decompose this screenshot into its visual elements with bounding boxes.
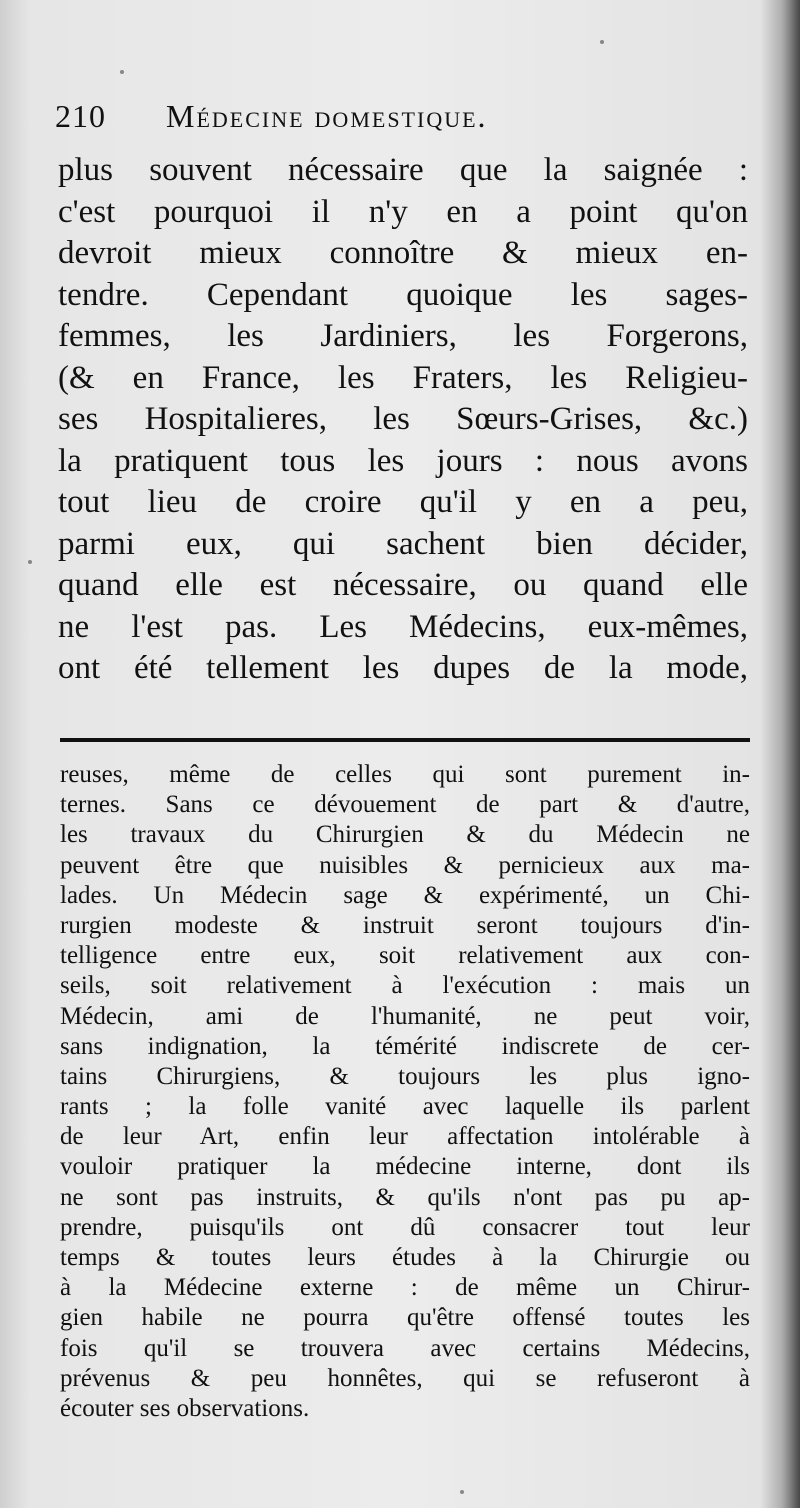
footnote-line: prévenus & peu honnêtes, qui se refuseront à: [60, 1364, 750, 1392]
paper-speck: [460, 1490, 464, 1494]
footnote-line: vouloir pratiquer la médecine interne, dont ils: [60, 1153, 750, 1181]
footnote-line: tains Chirurgiens, & toujours les plus igno-: [60, 1062, 750, 1090]
text-line: ne l'est pas. Les Médecins, eux-mêmes,: [58, 608, 748, 645]
footnote-line: Médecin, ami de l'humanité, ne peut voir,: [60, 1002, 750, 1030]
footnote-line: fois qu'il se trouvera avec certains Médecins,: [60, 1334, 750, 1362]
text-line: tout lieu de croire qu'il y en a peu,: [58, 484, 748, 520]
footnote-line: de leur Art, enfin leur affectation intolérable à: [60, 1123, 750, 1151]
footnote-line: écouter ses observations.: [60, 1394, 310, 1422]
text-line: ses Hospitalieres, les Sœurs-Grises, &c.): [58, 401, 748, 437]
text-line: la pratiquent tous les jours : nous avons: [58, 442, 748, 479]
text-line: femmes, les Jardiniers, les Forgerons,: [58, 318, 748, 354]
footnote-line: reuses, même de celles qui sont purement in-: [60, 761, 750, 788]
footnote-line: gien habile ne pourra qu'être offensé toutes les: [60, 1304, 750, 1332]
running-head: Médecine domestique.: [166, 98, 488, 134]
page-number: 210: [55, 98, 106, 134]
footnote-line: peuvent être que nuisibles & pernicieux aux ma-: [60, 851, 750, 879]
text-line: quand elle est nécessaire, ou quand elle: [58, 567, 748, 603]
text-line: (& en France, les Fraters, les Religieu-: [58, 359, 748, 396]
footnote-line: temps & toutes leurs études à la Chirurgie ou: [60, 1244, 750, 1271]
paper-speck: [120, 70, 124, 74]
footnote-line: telligence entre eux, soit relativement aux con-: [60, 942, 750, 970]
footnote-line: les travaux du Chirurgien & du Médecin ne: [60, 821, 750, 849]
text-line: tendre. Cependant quoique les sages-: [58, 276, 748, 313]
footnote-line: sans indignation, la témérité indiscrete de cer-: [60, 1032, 750, 1060]
paper-speck: [28, 560, 32, 564]
footnote-line: ne sont pas instruits, & qu'ils n'ont pas pu ap-: [60, 1183, 750, 1211]
footnote-block: [60, 760, 750, 1424]
page-header: [55, 98, 745, 148]
page-spine-shadow: [782, 0, 800, 1508]
main-text-block: [58, 150, 748, 690]
text-line: plus souvent nécessaire que la saignée :: [58, 152, 748, 188]
text-line: devroit mieux connoître & mieux en-: [58, 235, 748, 271]
footnote-line: ternes. Sans ce dévouement de part & d'autre,: [60, 791, 750, 819]
footnote-line: prendre, puisqu'ils ont dû consacrer tout leur: [60, 1213, 750, 1241]
footnote-line: rurgien modeste & instruit seront toujours d'in-: [60, 911, 750, 939]
footnote-line: lades. Un Médecin sage & expérimenté, un Chi-: [60, 881, 750, 909]
footnote-line: seils, soit relativement à l'exécution : mais un: [60, 972, 750, 1000]
footnote-line: à la Médecine externe : de même un Chirur-: [60, 1274, 750, 1302]
footnote-divider: [60, 738, 750, 742]
text-line: ont été tellement les dupes de la mode,: [58, 650, 748, 686]
footnote-line: rants ; la folle vanité avec laquelle ils parlent: [60, 1093, 750, 1121]
text-line: c'est pourquoi il n'y en a point qu'on: [58, 193, 748, 230]
text-line: parmi eux, qui sachent bien décider,: [58, 525, 748, 562]
paper-speck: [600, 40, 604, 44]
